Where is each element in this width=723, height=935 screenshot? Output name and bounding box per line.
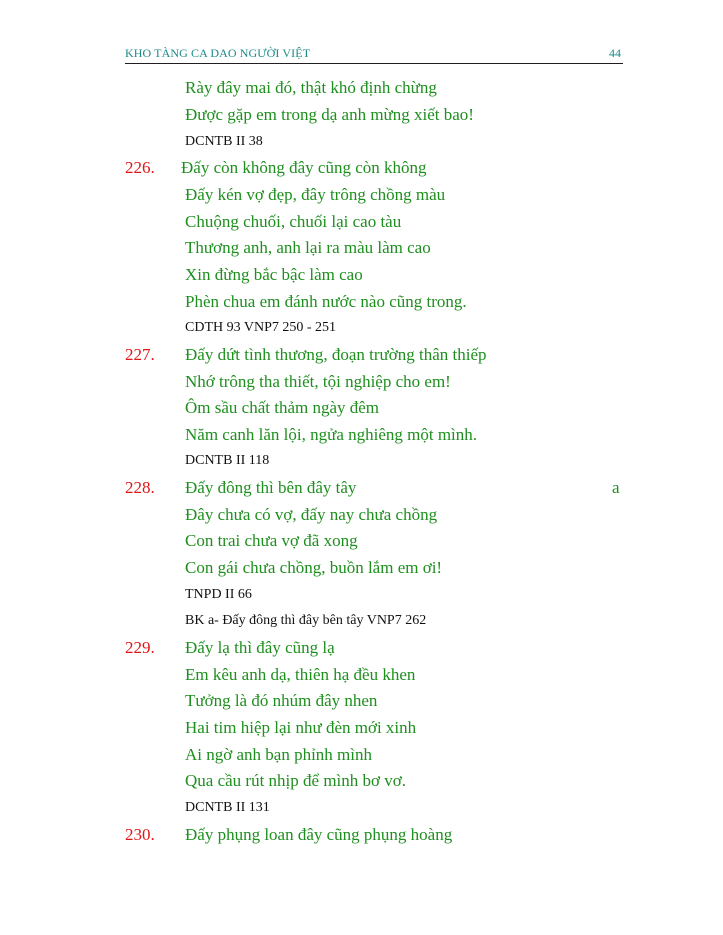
- verse-line: Con trai chưa vợ đã xong: [185, 531, 358, 550]
- verse-line: Ôm sầu chất thảm ngày đêm: [185, 398, 380, 417]
- verse-line: Tưởng là đó nhúm đây nhen: [185, 691, 378, 710]
- entry-number: 227.: [125, 345, 155, 364]
- verse-line: Chuộng chuối, chuối lại cao tàu: [185, 212, 402, 231]
- verse-line: Năm canh lăn lội, ngửa nghiêng một mình.: [185, 425, 478, 444]
- source-citation: DCNTB II 118: [185, 453, 270, 468]
- verse-line: Ai ngờ anh bạn phỉnh mình: [185, 745, 372, 764]
- verse-line: Đấy kén vợ đẹp, đây trông chồng màu: [185, 185, 446, 204]
- entry-number: 228.: [125, 478, 155, 497]
- verse-line: Đấy phụng loan đây cũng phụng hoàng: [185, 825, 453, 844]
- verse-line: Thương anh, anh lại ra màu làm cao: [185, 238, 431, 257]
- verse-line: Xin đừng bắc bậc làm cao: [185, 265, 363, 284]
- page-number: 44: [609, 46, 621, 60]
- entry-number: 226.: [125, 158, 155, 177]
- verse-line: Đây chưa có vợ, đấy nay chưa chồng: [185, 505, 438, 524]
- verse-line: Rày đây mai đó, thật khó định chừng: [185, 78, 437, 97]
- verse-line: Hai tim hiệp lại như đèn mới xinh: [185, 718, 417, 737]
- verse-line: Được gặp em trong dạ anh mừng xiết bao!: [185, 105, 474, 124]
- verse-line: Đấy đông thì bên đây tây: [185, 478, 357, 497]
- running-header: [125, 44, 623, 64]
- source-citation: DCNTB II 38: [185, 134, 263, 149]
- verse-line: Em kêu anh dạ, thiên hạ đều khen: [185, 665, 416, 684]
- verse-line: Nhớ trông tha thiết, tội nghiệp cho em!: [185, 372, 451, 391]
- source-citation: CDTH 93 VNP7 250 - 251: [185, 320, 337, 335]
- entry-number: 230.: [125, 825, 155, 844]
- variant-mark: a: [612, 478, 620, 497]
- verse-line: Đấy dứt tình thương, đoạn trường thân thiếp: [185, 345, 487, 364]
- verse-line: Phèn chua em đánh nước nào cũng trong.: [185, 292, 467, 311]
- entry-number: 229.: [125, 638, 155, 657]
- book-title: KHO TÀNG CA DAO NGƯỜI VIỆT: [125, 46, 311, 60]
- variant-note: BK a- Đấy đông thì đây bên tây VNP7 262: [185, 613, 427, 628]
- verse-line: Đấy còn không đây cũng còn không: [181, 158, 427, 177]
- verse-line: Đấy lạ thì đây cũng lạ: [185, 638, 335, 657]
- verse-line: Con gái chưa chồng, buồn lắm em ơi!: [185, 558, 443, 577]
- source-citation: DCNTB II 131: [185, 800, 270, 815]
- source-citation: TNPD II 66: [185, 587, 252, 602]
- verse-line: Qua cầu rút nhịp để mình bơ vơ.: [185, 771, 406, 790]
